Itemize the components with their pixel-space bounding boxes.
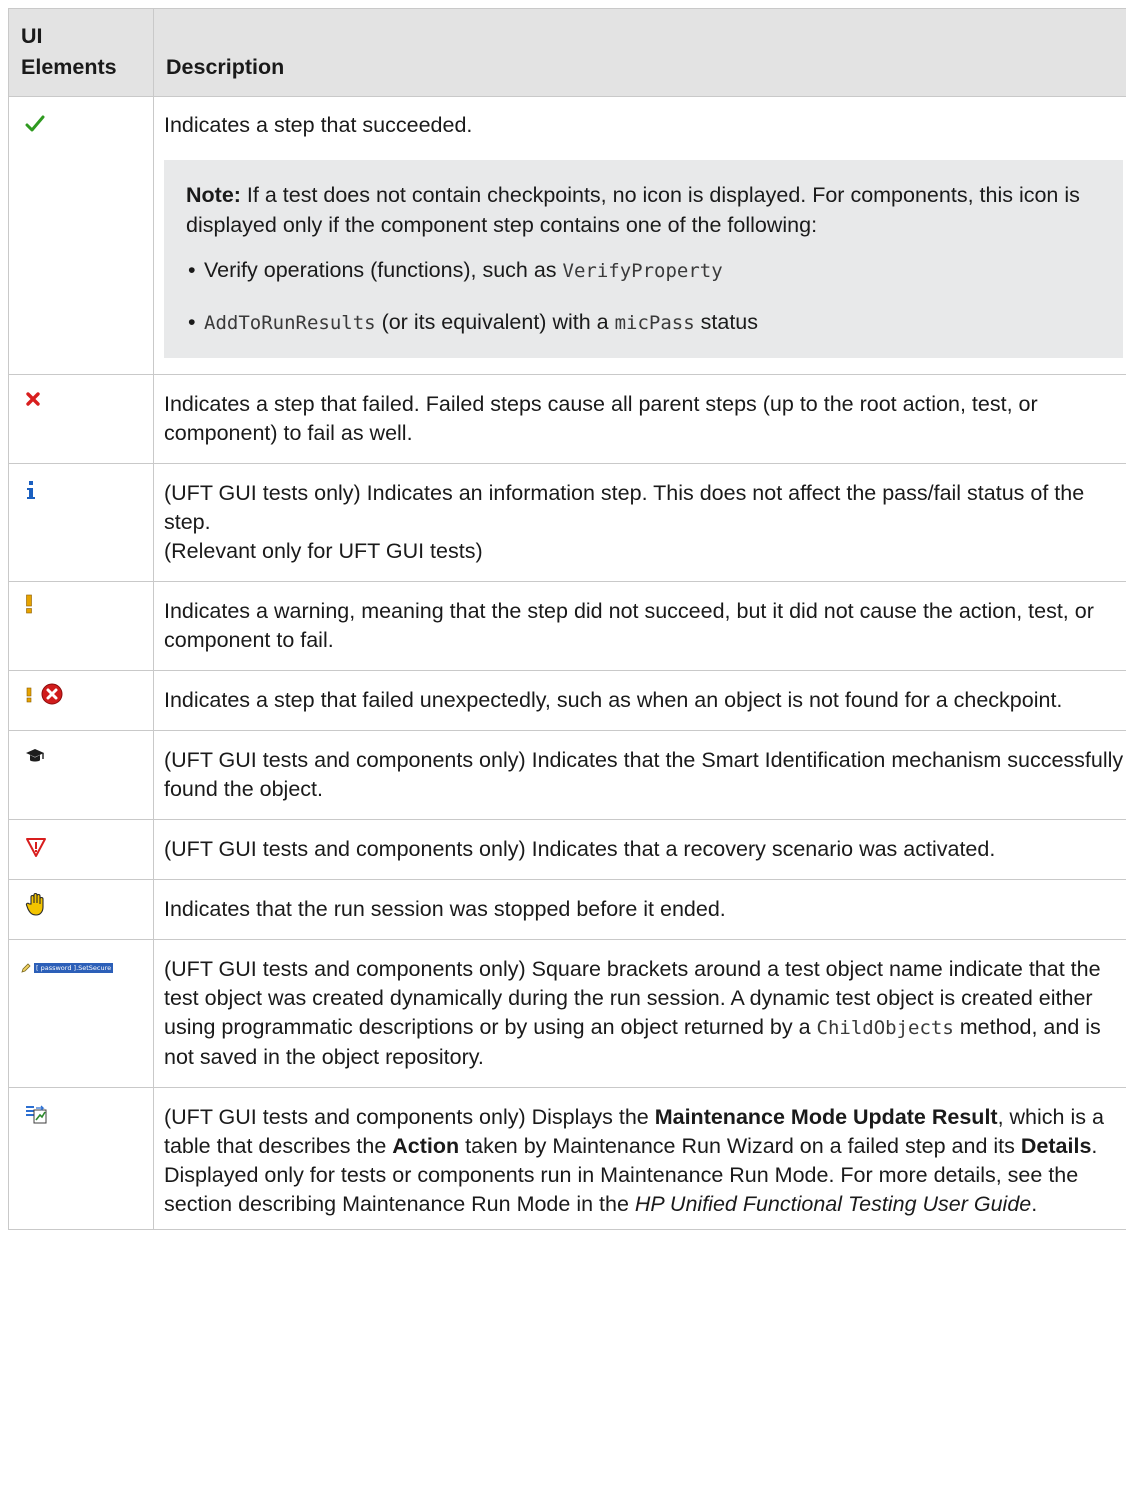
description-text: , which is a table that describes the bbox=[164, 1105, 1104, 1158]
maintenance-mode-icon bbox=[25, 1104, 143, 1124]
header-ui-line1: UI bbox=[21, 24, 43, 48]
table-row bbox=[9, 97, 1126, 375]
list-item bbox=[204, 308, 1101, 338]
icon-cell bbox=[9, 671, 154, 731]
unexpected-failure-icon bbox=[25, 683, 143, 705]
note-box bbox=[164, 160, 1123, 358]
red-x-icon bbox=[25, 391, 143, 407]
table-row bbox=[9, 464, 1126, 582]
description-text: (UFT GUI tests and components only) Square brackets around a test object name indicate that the test object was created dynamically during the run session. A dynamic test object is created either using programmatic descriptions or by using an object returned by a bbox=[164, 957, 1101, 1039]
table-row bbox=[9, 375, 1126, 464]
description-cell bbox=[154, 1088, 1126, 1230]
stop-hand-icon bbox=[25, 892, 143, 916]
description-text: . bbox=[1031, 1192, 1038, 1216]
ui-elements-table bbox=[8, 8, 1126, 1230]
bullet-text: Verify operations (functions), such as bbox=[204, 258, 563, 282]
table-row bbox=[9, 940, 1126, 1088]
code-childobjects: ChildObjects bbox=[816, 1017, 954, 1039]
description-text: method, and is not saved in the object repository. bbox=[164, 1015, 1101, 1069]
icon-cell bbox=[9, 940, 154, 1088]
bold-term: Details bbox=[1020, 1134, 1092, 1158]
icon-cell bbox=[9, 1088, 154, 1230]
description-cell: Indicates that the run session was stopped before it ended. bbox=[154, 880, 1126, 940]
description-cell bbox=[154, 940, 1126, 1088]
header-description: Description bbox=[154, 9, 1126, 97]
description-cell: Indicates a step that failed. Failed steps cause all parent steps (up to the root action, test, or component) to fail as well. bbox=[154, 375, 1126, 464]
icon-cell bbox=[9, 880, 154, 940]
table-row bbox=[9, 731, 1126, 820]
table-row bbox=[9, 820, 1126, 880]
description-line1: (UFT GUI tests only) Indicates an information step. This does not affect the pass/fail status of the step. bbox=[164, 481, 1085, 534]
table-row bbox=[9, 582, 1126, 671]
icon-cell bbox=[9, 464, 154, 582]
description-text: (UFT GUI tests and components only) Displays the bbox=[164, 1105, 655, 1129]
icon-cell bbox=[9, 97, 154, 375]
table-header-row bbox=[9, 9, 1126, 97]
green-checkmark-icon bbox=[25, 115, 143, 133]
description-cell: (UFT GUI tests and components only) Indicates that the Smart Identification mechanism successfully found the object. bbox=[154, 731, 1126, 820]
icon-cell bbox=[9, 582, 154, 671]
info-icon bbox=[25, 480, 143, 500]
icon-cell bbox=[9, 375, 154, 464]
table-row bbox=[9, 1088, 1126, 1230]
description-cell: Indicates a warning, meaning that the step did not succeed, but it did not cause the action, test, or component to fail. bbox=[154, 582, 1126, 671]
row-description: Indicates a step that succeeded. bbox=[164, 113, 473, 137]
list-item bbox=[204, 256, 1101, 286]
header-ui-elements bbox=[9, 9, 154, 97]
table-row bbox=[9, 671, 1126, 731]
smart-identification-icon bbox=[25, 747, 143, 765]
icon-cell bbox=[9, 731, 154, 820]
dynamic-object-icon bbox=[21, 963, 113, 973]
code-micpass: micPass bbox=[614, 312, 695, 334]
bullet-text: status bbox=[694, 310, 759, 334]
guide-title: HP Unified Functional Testing User Guide bbox=[634, 1192, 1032, 1216]
description-cell: (UFT GUI tests and components only) Indicates that a recovery scenario was activated. bbox=[154, 820, 1126, 880]
bold-term: Maintenance Mode Update Result bbox=[654, 1105, 998, 1129]
description-cell: Indicates a step that failed unexpectedly, such as when an object is not found for a checkpoint. bbox=[154, 671, 1126, 731]
table-row bbox=[9, 880, 1126, 940]
description-text: . Displayed only for tests or components run in Maintenance Run Mode. For more details, see the section describing Maintenance Run Mode in the bbox=[164, 1134, 1098, 1216]
warning-exclamation-icon bbox=[25, 594, 143, 614]
bullet-text: (or its equivalent) with a bbox=[375, 310, 615, 334]
bold-term: Action bbox=[392, 1134, 460, 1158]
code-verifyproperty: VerifyProperty bbox=[562, 260, 723, 282]
recovery-scenario-icon bbox=[25, 836, 143, 858]
description-cell bbox=[154, 464, 1126, 582]
note-paragraph bbox=[186, 180, 1101, 240]
icon-cell bbox=[9, 820, 154, 880]
note-label: Note: bbox=[186, 183, 241, 207]
description-text: taken by Maintenance Run Wizard on a failed step and its bbox=[459, 1134, 1021, 1158]
header-ui-line2: Elements bbox=[21, 55, 117, 79]
description-line2: (Relevant only for UFT GUI tests) bbox=[164, 539, 483, 563]
description-cell bbox=[154, 97, 1126, 375]
dynamic-object-label: [ password ].SetSecure bbox=[36, 964, 112, 972]
note-list bbox=[186, 256, 1101, 338]
note-text: If a test does not contain checkpoints, no icon is displayed. For components, this icon is displayed only if the component step contains one of the following: bbox=[186, 183, 1080, 237]
code-addtorunresults: AddToRunResults bbox=[204, 312, 376, 334]
